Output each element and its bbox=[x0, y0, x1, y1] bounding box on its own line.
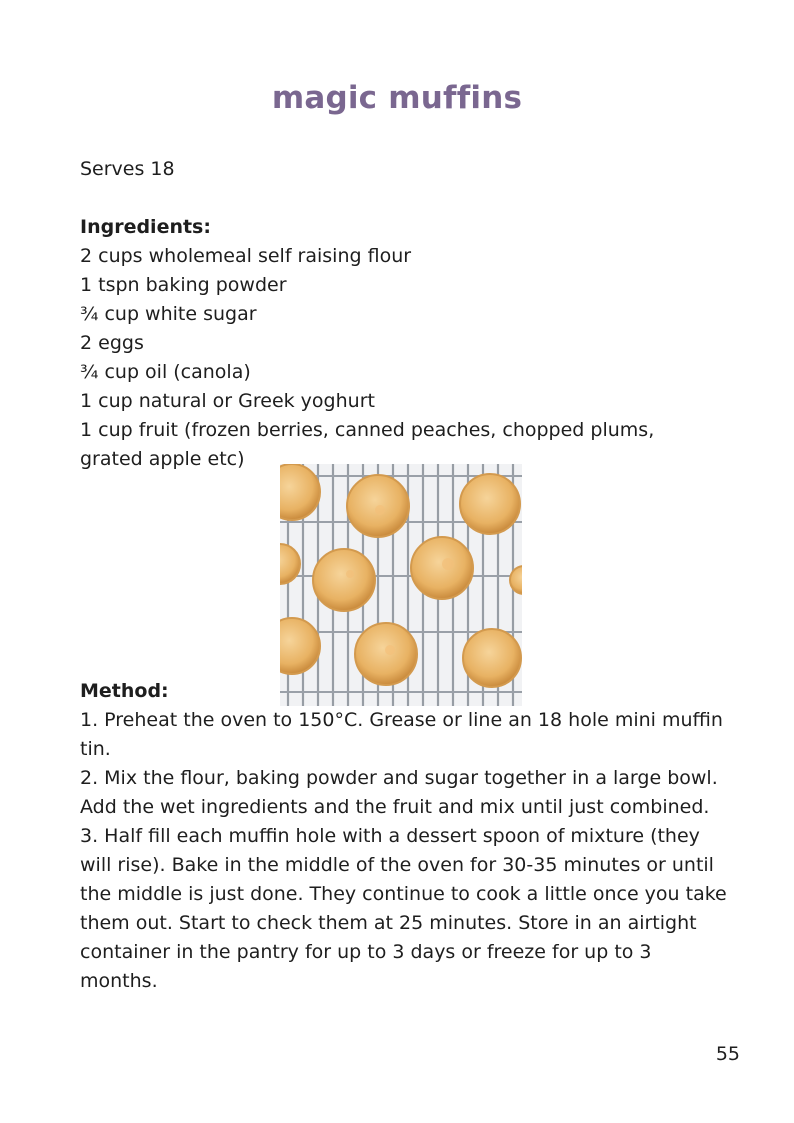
ingredient-item: 2 eggs bbox=[80, 332, 144, 354]
page-number: 55 bbox=[715, 1043, 740, 1065]
ingredient-item: ¾ cup oil (canola) bbox=[80, 361, 251, 383]
serves-text: Serves 18 bbox=[80, 158, 175, 180]
ingredients-section bbox=[80, 213, 720, 474]
ingredient-item: ¾ cup white sugar bbox=[80, 303, 257, 325]
method-section bbox=[80, 677, 730, 996]
recipe-title: magic muffins bbox=[271, 80, 523, 116]
method-step: 1. Preheat the oven to 150°C. Grease or line an 18 hole mini muffin tin. bbox=[80, 709, 723, 760]
ingredient-item: 1 cup natural or Greek yoghurt bbox=[80, 390, 375, 412]
muffins-photo bbox=[280, 464, 522, 706]
muffins-on-rack-image bbox=[280, 464, 522, 706]
method-step: 2. Mix the flour, baking powder and sugar together in a large bowl. Add the wet ingredients and the fruit and mix until just combined. bbox=[80, 767, 718, 818]
method-heading: Method: bbox=[80, 680, 169, 702]
ingredient-item: 2 cups wholemeal self raising flour bbox=[80, 245, 412, 267]
ingredient-item: 1 cup fruit (frozen berries, canned peaches, chopped plums, bbox=[80, 419, 655, 441]
method-step: 3. Half fill each muffin hole with a dessert spoon of mixture (they will rise). Bake in the middle of the oven for 30-35 minutes or until the middle is just done. They continue to cook a little once you take them out. Start to check them at 25 minutes. Store in an airtight container in the pantry for up to 3 days or freeze for up to 3 months. bbox=[80, 825, 727, 992]
ingredient-item: grated apple etc) bbox=[80, 448, 245, 470]
ingredient-item: 1 tspn baking powder bbox=[80, 274, 287, 296]
ingredients-heading: Ingredients: bbox=[80, 216, 211, 238]
